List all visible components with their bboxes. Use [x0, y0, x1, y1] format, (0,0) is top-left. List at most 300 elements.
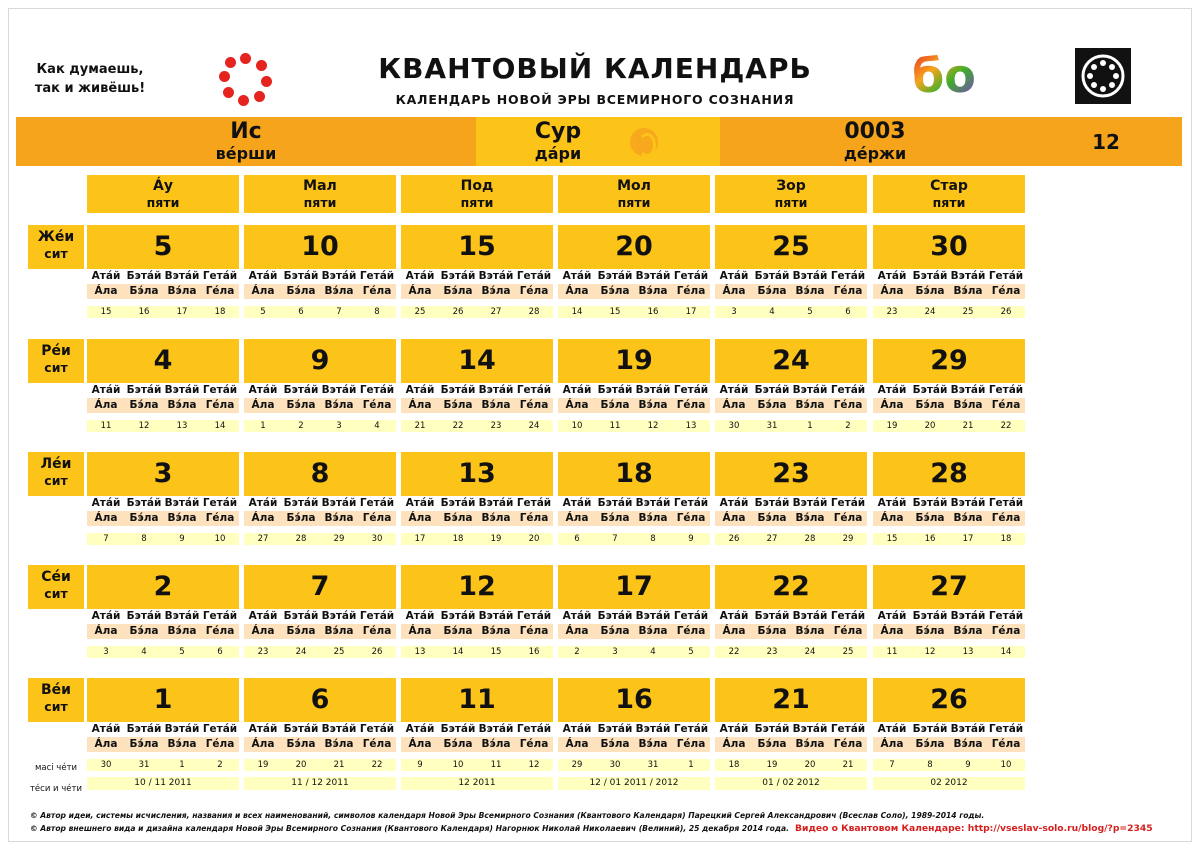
row-label [28, 565, 84, 609]
weekday-name: Бэ́ла [915, 512, 945, 524]
gregorian-dates-row [715, 759, 867, 771]
band-a-top: Ис [230, 119, 262, 144]
band-c-top: 0003 [844, 119, 906, 144]
gregorian-date: 4 [141, 647, 147, 657]
weekday-name: Áла [722, 625, 746, 637]
weekday-name: Вэтáй [635, 497, 671, 509]
weekday-name: Гетáй [830, 723, 866, 735]
dots-ring-icon [218, 52, 274, 106]
day-cell [873, 452, 1025, 545]
weekday-name: Бэтáй [597, 497, 633, 509]
weekday-row-bottom [873, 511, 1025, 526]
day-number: 3 [87, 452, 239, 496]
gregorian-date: 3 [336, 421, 342, 431]
day-cell [558, 339, 710, 432]
gregorian-date: 31 [647, 760, 659, 770]
day-number: 17 [558, 565, 710, 609]
gregorian-date: 28 [804, 534, 816, 544]
weekday-name: Вэ́ла [795, 738, 825, 750]
day-cell [87, 678, 239, 790]
day-number: 5 [87, 225, 239, 269]
band-year-cycle [16, 117, 476, 166]
weekday-name: Атáй [562, 610, 592, 622]
gregorian-date: 23 [490, 421, 502, 431]
weekday-name: Áла [880, 625, 904, 637]
gregorian-date: 29 [571, 760, 583, 770]
day-cell [244, 565, 396, 658]
column-name: Зор [776, 178, 806, 194]
weekday-name: Бэ́ла [129, 512, 159, 524]
weekday-name: Бэтáй [440, 497, 476, 509]
gregorian-date: 18 [452, 534, 464, 544]
weekday-name: Бэтáй [283, 610, 319, 622]
weekday-row-bottom [873, 398, 1025, 413]
gregorian-date: 29 [333, 534, 345, 544]
column-name: Стар [930, 178, 968, 194]
gregorian-date: 13 [176, 421, 188, 431]
weekday-name: Бэ́ла [915, 625, 945, 637]
weekday-name: Áла [251, 399, 275, 411]
weekday-row-bottom [401, 737, 553, 752]
weekday-name: Гетáй [202, 497, 238, 509]
weekday-row-top [87, 722, 239, 737]
gregorian-date: 15 [609, 307, 621, 317]
weekday-name: Атáй [91, 384, 121, 396]
weekday-row-top [715, 722, 867, 737]
weekday-name: Гéла [519, 285, 549, 297]
weekday-name: Вэтáй [478, 384, 514, 396]
days-row-label: масі чéти [34, 763, 78, 773]
day-cell [401, 339, 553, 432]
day-number: 13 [401, 452, 553, 496]
gregorian-date: 7 [612, 534, 618, 544]
gregorian-date: 27 [257, 534, 269, 544]
weekday-name: Вэтáй [164, 610, 200, 622]
weekday-row-bottom [558, 511, 710, 526]
day-cell [873, 565, 1025, 658]
weekday-name: Бэтáй [754, 723, 790, 735]
column-header [715, 175, 867, 213]
weekday-row-bottom [558, 398, 710, 413]
video-link[interactable]: Видео о Квантовом Календаре: http://vseslav-solo.ru/blog/?p=2345 [795, 823, 1153, 834]
row-name: Сéи [41, 569, 71, 585]
weekday-name: Гетáй [673, 610, 709, 622]
weekday-row-bottom [244, 398, 396, 413]
motto-line-2: так и живёшь! [34, 81, 146, 96]
weekday-name: Áла [880, 399, 904, 411]
weekday-name: Атáй [91, 723, 121, 735]
gregorian-date: 16 [138, 307, 150, 317]
gregorian-date: 25 [962, 307, 974, 317]
gregorian-date: 17 [414, 534, 426, 544]
weekday-name: Гéла [676, 738, 706, 750]
weekday-name: Вэ́ла [795, 399, 825, 411]
weekday-name: Гетáй [830, 270, 866, 282]
gregorian-date: 1 [179, 760, 185, 770]
weekday-name: Бэтáй [912, 384, 948, 396]
gregorian-date: 1 [260, 421, 266, 431]
weekday-name: Бэ́ла [443, 512, 473, 524]
gregorian-date: 28 [528, 307, 540, 317]
weekday-name: Гéла [519, 738, 549, 750]
gregorian-month-label: 11 / 12 2011 [244, 777, 396, 790]
gregorian-dates-row [401, 533, 553, 545]
gregorian-date: 10 [1000, 760, 1012, 770]
weekday-name: Вэ́ла [953, 738, 983, 750]
weekday-name: Бэтáй [126, 270, 162, 282]
weekday-name: Гетáй [673, 270, 709, 282]
weekday-name: Гéла [362, 512, 392, 524]
weekday-name: Гетáй [359, 384, 395, 396]
weekday-name: Гéла [833, 512, 863, 524]
column-name: Под [460, 178, 494, 194]
column-header [87, 175, 239, 213]
weekday-name: Áла [408, 512, 432, 524]
weekday-name: Атáй [248, 723, 278, 735]
weekday-name: Гéла [205, 285, 235, 297]
weekday-row-bottom [244, 624, 396, 639]
day-number: 12 [401, 565, 553, 609]
weekday-row-top [715, 609, 867, 624]
band-c-bottom: дéржи [843, 144, 907, 163]
weekday-name: Атáй [877, 610, 907, 622]
gregorian-dates-row [873, 306, 1025, 318]
weekday-name: Áла [722, 738, 746, 750]
gregorian-date: 26 [1000, 307, 1012, 317]
weekday-name: Атáй [248, 384, 278, 396]
weekday-name: Атáй [877, 723, 907, 735]
weekday-row-bottom [401, 284, 553, 299]
weekday-row-bottom [244, 511, 396, 526]
day-cell [87, 339, 239, 432]
weekday-name: Бэ́ла [757, 625, 787, 637]
weekday-row-top [558, 269, 710, 284]
weekday-name: Бэ́ла [600, 285, 630, 297]
weekday-name: Вэтáй [321, 384, 357, 396]
gregorian-month-label: 12 / 01 2011 / 2012 [558, 777, 710, 790]
gregorian-dates-row [401, 646, 553, 658]
weekday-name: Бэ́ла [915, 738, 945, 750]
weekday-name: Гéла [205, 738, 235, 750]
gregorian-date: 16 [924, 534, 936, 544]
weekday-name: Бэтáй [597, 610, 633, 622]
gregorian-dates-row [244, 306, 396, 318]
gregorian-dates-row [715, 420, 867, 432]
day-number: 10 [244, 225, 396, 269]
weekday-name: Вэтáй [950, 723, 986, 735]
day-number: 25 [715, 225, 867, 269]
gregorian-dates-row [715, 533, 867, 545]
weekday-name: Бэтáй [912, 497, 948, 509]
weekday-row-top [87, 383, 239, 398]
gregorian-date: 30 [371, 534, 383, 544]
band-d-number: 12 [1092, 130, 1120, 154]
weekday-name: Атáй [248, 497, 278, 509]
weekday-name: Гéла [519, 625, 549, 637]
weekday-name: Гéла [676, 399, 706, 411]
weekday-name: Гéла [833, 285, 863, 297]
weekday-name: Гетáй [988, 384, 1024, 396]
weekday-name: Гетáй [673, 723, 709, 735]
weekday-name: Гетáй [673, 497, 709, 509]
weekday-name: Атáй [405, 384, 435, 396]
weekday-name: Гетáй [516, 723, 552, 735]
weekday-name: Вэ́ла [481, 738, 511, 750]
weekday-row-bottom [715, 284, 867, 299]
weekday-name: Вэтáй [321, 497, 357, 509]
weekday-name: Вэтáй [950, 610, 986, 622]
gregorian-dates-row [715, 646, 867, 658]
weekday-name: Áла [408, 399, 432, 411]
weekday-row-top [873, 609, 1025, 624]
weekday-name: Вэтáй [478, 270, 514, 282]
day-cell [558, 452, 710, 545]
weekday-name: Áла [408, 285, 432, 297]
weekday-row-bottom [401, 511, 553, 526]
day-cell [873, 678, 1025, 790]
weekday-name: Вэ́ла [167, 285, 197, 297]
weekday-name: Гéла [676, 512, 706, 524]
weekday-name: Атáй [91, 497, 121, 509]
weekday-name: Вэтáй [164, 270, 200, 282]
day-number: 2 [87, 565, 239, 609]
weekday-name: Бэтáй [283, 270, 319, 282]
weekday-name: Бэтáй [126, 497, 162, 509]
weekday-name: Гетáй [988, 270, 1024, 282]
day-cell [558, 225, 710, 318]
day-cell [558, 565, 710, 658]
weekday-name: Áла [722, 512, 746, 524]
weekday-name: Атáй [719, 270, 749, 282]
gregorian-date: 18 [214, 307, 226, 317]
gregorian-dates-row [87, 306, 239, 318]
gregorian-month-label: 02 2012 [873, 777, 1025, 790]
weekday-name: Вэтáй [635, 723, 671, 735]
gregorian-date: 24 [804, 647, 816, 657]
column-sub: пяти [774, 195, 808, 210]
weekday-name: Бэтáй [597, 384, 633, 396]
gregorian-date: 28 [295, 534, 307, 544]
gregorian-date: 19 [257, 760, 269, 770]
gregorian-dates-row [87, 533, 239, 545]
gregorian-date: 19 [490, 534, 502, 544]
weekday-name: Атáй [405, 497, 435, 509]
gregorian-dates-row [401, 759, 553, 771]
day-cell [873, 339, 1025, 432]
weekday-name: Гéла [205, 625, 235, 637]
weekday-name: Áла [880, 512, 904, 524]
gregorian-date: 6 [574, 534, 580, 544]
gregorian-date: 26 [371, 647, 383, 657]
weekday-row-top [87, 496, 239, 511]
row-name: Лéи [40, 456, 72, 472]
gregorian-date: 7 [336, 307, 342, 317]
day-cell [401, 565, 553, 658]
weekday-name: Бэ́ла [600, 625, 630, 637]
row-sub: сит [44, 473, 68, 488]
column-sub: пяти [303, 195, 337, 210]
row-sub: сит [44, 586, 68, 601]
weekday-name: Вэтáй [950, 497, 986, 509]
gregorian-dates-row [873, 646, 1025, 658]
band-a-bottom: вéрши [215, 144, 277, 163]
weekday-row-top [558, 383, 710, 398]
weekday-row-top [873, 722, 1025, 737]
day-cell [244, 678, 396, 790]
weekday-name: Вэ́ла [638, 512, 668, 524]
weekday-row-bottom [401, 398, 553, 413]
gregorian-date: 22 [1000, 421, 1012, 431]
weekday-name: Бэтáй [912, 723, 948, 735]
weekday-name: Бэ́ла [286, 512, 316, 524]
gregorian-date: 17 [962, 534, 974, 544]
gregorian-date: 8 [927, 760, 933, 770]
weekday-name: Вэ́ла [324, 625, 354, 637]
weekday-row-top [558, 496, 710, 511]
weekday-name: Бэтáй [754, 497, 790, 509]
gregorian-date: 24 [924, 307, 936, 317]
weekday-name: Атáй [719, 610, 749, 622]
gregorian-date: 18 [1000, 534, 1012, 544]
weekday-name: Гéла [991, 738, 1021, 750]
gregorian-date: 9 [688, 534, 694, 544]
day-number: 8 [244, 452, 396, 496]
weekday-name: Гéла [991, 625, 1021, 637]
day-number: 7 [244, 565, 396, 609]
weekday-name: Áла [94, 285, 118, 297]
day-number: 9 [244, 339, 396, 383]
gregorian-date: 8 [650, 534, 656, 544]
gregorian-date: 30 [100, 760, 112, 770]
weekday-row-bottom [558, 737, 710, 752]
day-number: 29 [873, 339, 1025, 383]
weekday-name: Гéла [991, 399, 1021, 411]
weekday-name: Гéла [205, 512, 235, 524]
gregorian-date: 7 [103, 534, 109, 544]
weekday-name: Гетáй [202, 610, 238, 622]
row-name: Вéи [41, 682, 71, 698]
weekday-name: Гетáй [359, 270, 395, 282]
gregorian-date: 12 [924, 647, 936, 657]
weekday-name: Атáй [719, 384, 749, 396]
weekday-name: Атáй [91, 270, 121, 282]
weekday-name: Вэ́ла [324, 285, 354, 297]
weekday-row-top [244, 722, 396, 737]
weekday-name: Бэ́ла [286, 399, 316, 411]
gregorian-dates-row [873, 533, 1025, 545]
weekday-name: Гéла [362, 285, 392, 297]
weekday-name: Гéла [362, 738, 392, 750]
column-sub: пяти [617, 195, 651, 210]
weekday-name: Гéла [991, 512, 1021, 524]
band-b-top: Сур [534, 119, 582, 144]
weekday-name: Гетáй [988, 723, 1024, 735]
day-cell [558, 678, 710, 790]
weekday-row-top [873, 383, 1025, 398]
weekday-name: Гетáй [202, 270, 238, 282]
weekday-name: Гéла [519, 512, 549, 524]
gregorian-date: 11 [609, 421, 621, 431]
weekday-row-top [558, 609, 710, 624]
weekday-row-top [244, 269, 396, 284]
weekday-name: Гéла [833, 738, 863, 750]
weekday-row-bottom [87, 737, 239, 752]
weekday-name: Бэтáй [126, 384, 162, 396]
footer-copyright-2: © Автор внешнего вида и дизайна календаря Новой Эры Всемирного Сознания (Квантового Календаря) Нагорнюк Николай Николаевич (Велиний), 25 декабря 2014 года. [30, 824, 790, 833]
weekday-name: Бэ́ла [129, 399, 159, 411]
gregorian-dates-row [87, 646, 239, 658]
column-sub: пяти [146, 195, 180, 210]
gregorian-date: 13 [685, 421, 697, 431]
sixty-logo-text: бо [912, 50, 976, 103]
column-header [401, 175, 553, 213]
day-number: 26 [873, 678, 1025, 722]
gregorian-dates-row [244, 759, 396, 771]
day-number: 14 [401, 339, 553, 383]
weekday-name: Вэтáй [792, 497, 828, 509]
gregorian-date: 26 [452, 307, 464, 317]
weekday-name: Атáй [562, 384, 592, 396]
gregorian-date: 18 [728, 760, 740, 770]
gregorian-date: 1 [688, 760, 694, 770]
weekday-name: Вэтáй [321, 723, 357, 735]
weekday-name: Вэтáй [478, 610, 514, 622]
weekday-name: Гетáй [673, 384, 709, 396]
weekday-name: Вэтáй [164, 723, 200, 735]
gregorian-date: 12 [647, 421, 659, 431]
gregorian-date: 12 [138, 421, 150, 431]
column-name: Мал [303, 178, 337, 194]
weekday-name: Бэтáй [283, 497, 319, 509]
gregorian-date: 6 [298, 307, 304, 317]
gregorian-date: 21 [842, 760, 854, 770]
column-sub: пяти [932, 195, 966, 210]
gregorian-date: 10 [214, 534, 226, 544]
weekday-name: Вэтáй [164, 384, 200, 396]
gregorian-dates-row [558, 306, 710, 318]
motto-line-1: Как думаешь, [36, 62, 144, 77]
weekday-name: Áла [722, 285, 746, 297]
band-b-bottom: дáри [534, 144, 582, 163]
column-sub: пяти [460, 195, 494, 210]
weekday-name: Бэтáй [754, 610, 790, 622]
column-header [244, 175, 396, 213]
gregorian-date: 29 [842, 534, 854, 544]
gregorian-date: 13 [962, 647, 974, 657]
weekday-name: Бэ́ла [443, 625, 473, 637]
weekday-name: Бэ́ла [129, 285, 159, 297]
gregorian-date: 12 [528, 760, 540, 770]
column-name: Мол [617, 178, 651, 194]
weekday-name: Гéла [833, 625, 863, 637]
gregorian-date: 15 [886, 534, 898, 544]
gregorian-date: 4 [374, 421, 380, 431]
gregorian-dates-row [558, 646, 710, 658]
weekday-name: Бэтáй [912, 610, 948, 622]
gregorian-date: 3 [103, 647, 109, 657]
weekday-name: Атáй [877, 270, 907, 282]
gregorian-date: 10 [571, 421, 583, 431]
day-number: 1 [87, 678, 239, 722]
weekday-name: Áла [565, 285, 589, 297]
weekday-name: Гéла [991, 285, 1021, 297]
gregorian-date: 16 [528, 647, 540, 657]
day-cell [87, 452, 239, 545]
row-sub: сит [44, 699, 68, 714]
weekday-name: Áла [408, 738, 432, 750]
weekday-name: Атáй [405, 723, 435, 735]
gregorian-date: 4 [769, 307, 775, 317]
